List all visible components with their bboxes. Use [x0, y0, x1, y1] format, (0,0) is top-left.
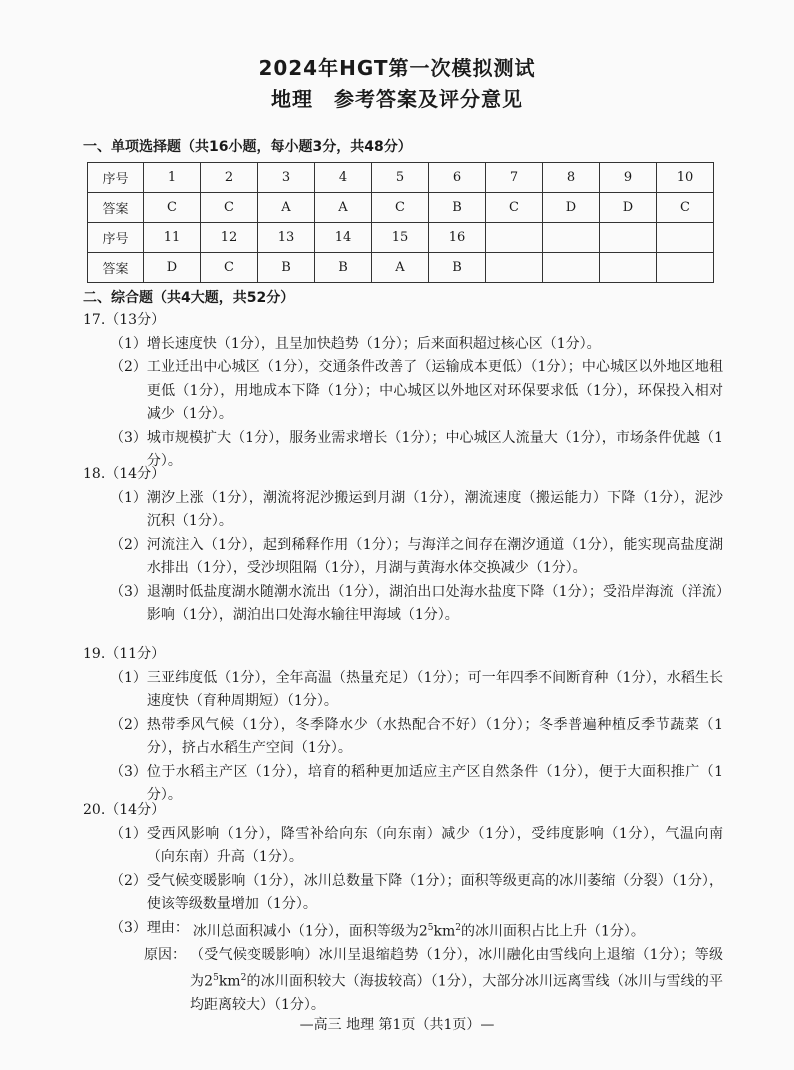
answer-item — [110, 714, 723, 761]
table-cell: 7 — [486, 163, 543, 193]
row-label-number: 序号 — [88, 163, 144, 193]
table-row — [88, 223, 714, 253]
table-cell: 9 — [600, 163, 657, 193]
table-cell: 15 — [372, 223, 429, 253]
superscript: 5 — [427, 922, 434, 933]
table-cell: 1 — [144, 163, 201, 193]
answer-item — [110, 823, 723, 870]
table-cell: 16 — [429, 223, 486, 253]
item-text: 工业迁出中心城区（1分），交通条件改善了（运输成本更低）（1分）；中心城区以外地区地租更低（1分），用地成本下降（1分）；中心城区以外地区对环保要求低（1分），环保投入相对减少（1分）。 — [146, 359, 723, 422]
reason-text — [193, 917, 723, 944]
answer-item — [110, 667, 723, 714]
table-cell: 3 — [258, 163, 315, 193]
table-cell: 2 — [201, 163, 258, 193]
table-cell — [486, 253, 543, 283]
superscript: 2 — [240, 973, 247, 984]
table-row — [88, 193, 714, 223]
item-text: 河流注入（1分），起到稀释作用（1分）；与海洋之间存在潮汐通道（1分），能实现高盐度湖水排出（1分），受沙坝阻隔（1分），月湖与黄海水体交换减少（1分）。 — [146, 536, 723, 576]
table-cell — [543, 223, 600, 253]
answer-table — [87, 162, 714, 283]
item-number: （3） — [110, 763, 147, 780]
table-cell — [600, 253, 657, 283]
question-label: 20.（14分） — [83, 802, 166, 818]
table-cell — [657, 253, 714, 283]
table-cell: 10 — [657, 163, 714, 193]
table-cell: C — [144, 193, 201, 223]
item-number: （3） — [110, 429, 147, 446]
table-cell: D — [543, 193, 600, 223]
answer-item — [110, 356, 723, 427]
document-title: 2024年HGT第一次模拟测试 — [258, 56, 536, 80]
cause-item — [144, 944, 723, 1018]
item-number: （1） — [110, 335, 147, 352]
cause-text-a: （受气候变暖影响）冰川呈退缩趋势（1分），冰川融化由雪线向上退缩（1分）；等级为2 — [190, 946, 723, 990]
item-number: （2） — [110, 716, 147, 733]
table-cell: C — [201, 193, 258, 223]
reason-text-c: 的冰川面积占比上升（1分）。 — [460, 923, 645, 940]
table-cell: B — [315, 253, 372, 283]
item-text: 位于水稻主产区（1分），培育的稻种更加适应主产区自然条件（1分），便于大面积推广（1分）。 — [146, 763, 723, 803]
row-label-answer: 答案 — [88, 253, 144, 283]
answer-item — [110, 917, 723, 944]
table-cell — [657, 223, 714, 253]
item-text: 三亚纬度低（1分），全年高温（热量充足）（1分）；可一年四季不间断育种（1分），水稻生长速度快（育种周期短）（1分）。 — [146, 669, 723, 709]
item-number: （3） — [110, 583, 147, 600]
item-text: 潮汐上涨（1分），潮流将泥沙搬运到月湖（1分），潮流速度（搬运能力）下降（1分），泥沙沉积（1分）。 — [146, 489, 723, 529]
section1-heading: 一、单项选择题（共16小题，每小题3分，共48分） — [83, 139, 412, 155]
item-text: 增长速度快（1分），且呈加快趋势（1分）；后来面积超过核心区（1分）。 — [146, 335, 601, 352]
table-cell: C — [657, 193, 714, 223]
item-text: 热带季风气候（1分），冬季降水少（水热配合不好）（1分）；冬季普遍种植反季节蔬菜（1分），挤占水稻生产空间（1分）。 — [146, 716, 723, 756]
item-number: （2） — [110, 536, 147, 553]
page-footer: —高三 地理 第1页（共1页）— — [299, 1017, 495, 1033]
table-cell: 6 — [429, 163, 486, 193]
item-text: 退潮时低盐度湖水随潮水流出（1分），湖泊出口处海水盐度下降（1分）；受沿岸海流（洋流）影响（1分），湖泊出口处海水输往甲海域（1分）。 — [146, 583, 723, 623]
item-number: （1） — [110, 825, 147, 842]
table-cell: C — [372, 193, 429, 223]
table-cell: 12 — [201, 223, 258, 253]
item-text: 受气候变暖影响（1分），冰川总数量下降（1分）；面积等级更高的冰川萎缩（分裂）（1分），使该等级数量增加（1分）。 — [146, 872, 723, 912]
answer-item — [110, 487, 723, 534]
answer-item — [110, 534, 723, 581]
table-cell: B — [429, 253, 486, 283]
item-number: （2） — [110, 359, 147, 375]
table-cell — [600, 223, 657, 253]
superscript: 5 — [213, 973, 219, 984]
table-cell — [543, 253, 600, 283]
cause-text — [190, 944, 723, 1018]
item-number: （1） — [110, 489, 147, 506]
table-cell: B — [429, 193, 486, 223]
table-cell: 14 — [315, 223, 372, 253]
table-cell: 8 — [543, 163, 600, 193]
section2-heading: 二、综合题（共4大题，共52分） — [83, 290, 295, 306]
table-cell: 4 — [315, 163, 372, 193]
question-18 — [83, 463, 723, 628]
document-subtitle: 地理 参考答案及评分意见 — [271, 87, 523, 111]
item-text: 受西风影响（1分），降雪补给向东（向东南）减少（1分），受纬度影响（1分），气温向南（向东南）升高（1分）。 — [146, 825, 723, 865]
question-20 — [83, 799, 723, 1018]
item-number: （2） — [110, 872, 147, 889]
question-17 — [83, 309, 723, 474]
table-cell: 11 — [144, 223, 201, 253]
answer-item — [110, 581, 723, 628]
item-text: 城市规模扩大（1分），服务业需求增长（1分）；中心城区人流量大（1分），市场条件优越（1分）。 — [146, 429, 723, 469]
question-label: 17.（13分） — [83, 312, 166, 328]
question-label: 18.（14分） — [83, 466, 166, 482]
item-number: （1） — [110, 669, 147, 686]
reason-text-b: km — [433, 923, 456, 940]
cause-text-c: 的冰川面积较大（海拔较高）（1分），大部分冰川远离雪线（冰川与雪线的平均距离较大）（1分）。 — [190, 973, 723, 1014]
table-cell: A — [372, 253, 429, 283]
table-cell: C — [486, 193, 543, 223]
reason-text-a: 冰川总面积减小（1分），面积等级为2 — [192, 923, 428, 940]
cause-text-b: km — [218, 973, 241, 990]
question-label: 19.（11分） — [83, 646, 166, 662]
table-cell: 5 — [372, 163, 429, 193]
cause-label: 原因： — [144, 946, 186, 963]
table-cell: 13 — [258, 223, 315, 253]
table-cell — [486, 223, 543, 253]
table-cell: D — [600, 193, 657, 223]
table-cell: D — [144, 253, 201, 283]
table-cell: A — [315, 193, 372, 223]
superscript: 2 — [455, 922, 461, 933]
item-number: （3） — [110, 919, 147, 936]
table-cell: C — [201, 253, 258, 283]
reason-label: 理由： — [146, 919, 189, 936]
table-row — [88, 253, 714, 283]
answer-item — [110, 333, 723, 357]
table-row — [88, 163, 714, 193]
table-cell: B — [258, 253, 315, 283]
row-label-number: 序号 — [88, 223, 144, 253]
answer-item — [110, 870, 723, 917]
question-19 — [83, 643, 723, 808]
row-label-answer: 答案 — [88, 193, 144, 223]
table-cell: A — [258, 193, 315, 223]
